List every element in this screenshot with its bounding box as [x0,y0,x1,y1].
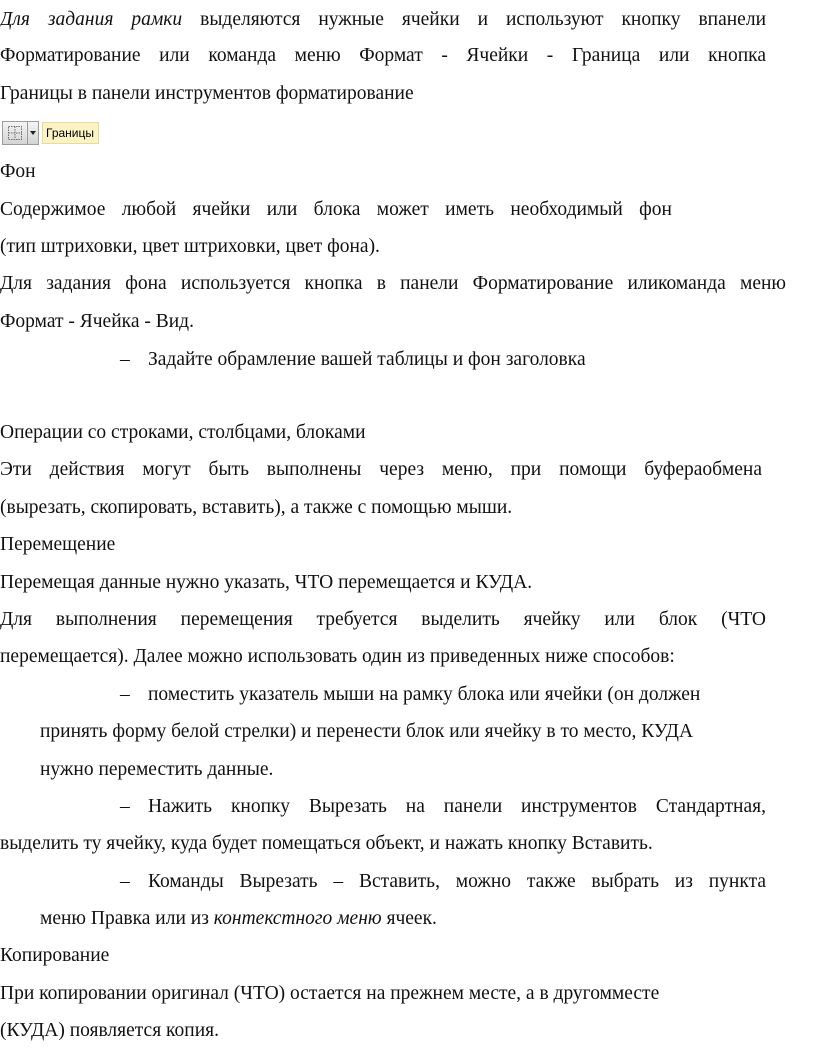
move-heading: Перемещение [0,534,116,555]
move-method-3-dash: – [120,871,130,892]
background-paragraph-line-4: Формат - Ячейка - Вид. [0,311,194,332]
borders-paragraph-line-2: Форматирование или команда меню Формат - Ячейки - Граница или кнопка [0,45,766,66]
task-dash: – [120,349,130,370]
copy-heading: Копирование [0,945,110,966]
move-paragraph-line-2: Для выполнения перемещения требуется выделить ячейку или блок (ЧТО [0,609,766,630]
background-heading: Фон [0,161,36,182]
move-method-1-text: поместить указатель мыши на рамку блока или ячейки (он должен [148,684,701,705]
move-paragraph-line-3: перемещается). Далее можно использовать один из приведенных ниже способов: [0,646,675,667]
borders-paragraph-line-3: Границы в панели инструментов форматирование [0,83,414,104]
operations-heading: Операции со строками, столбцами, блоками [0,422,366,443]
borders-italic-lead: Для задания рамки [0,9,183,30]
move-method-1-line-1 [120,683,766,707]
move-method-3-line-2 [40,907,766,931]
move-method-3-text: Команды Вырезать – Вставить, можно также выбрать из пункта [148,871,766,892]
move-method-3-text-end: ячеек. [381,908,437,929]
background-paragraph-line-3: Для задания фона используется кнопка в панели Форматирование иликоманда меню [0,273,786,294]
move-method-1-line-3: нужно переместить данные. [40,759,274,780]
background-paragraph-line-2: (тип штриховки, цвет штриховки, цвет фона). [0,236,380,257]
borders-paragraph-line-1 [0,8,766,32]
operations-paragraph-line-2: (вырезать, скопировать, вставить), а также с помощью мыши. [0,497,513,518]
copy-paragraph-line-1: При копировании оригинал (ЧТО) остается на прежнем месте, а в другомместе [0,983,660,1004]
context-menu-italic: контекстного меню [213,908,382,929]
operations-paragraph-line-1: Эти действия могут быть выполнены через меню, при помощи буфераобмена [0,459,762,480]
copy-paragraph-line-2: (КУДА) появляется копия. [0,1020,219,1041]
move-method-2-text: Нажить кнопку Вырезать на панели инструментов Стандартная, [148,796,766,817]
move-paragraph-line-1: Перемещая данные нужно указать, ЧТО перемещается и КУДА. [0,572,533,593]
background-paragraph-line-1: Содержимое любой ячейки или блока может иметь необходимый фон [0,199,672,220]
task-text: Задайте обрамление вашей таблицы и фон заголовка [148,349,586,370]
move-method-2-line-1 [120,795,766,819]
borders-tooltip-label: Границы [42,122,99,144]
move-method-3-line-1 [120,870,766,894]
borders-grid-icon[interactable] [2,121,28,145]
dropdown-arrow-icon[interactable] [28,121,39,145]
move-method-1-dash: – [120,684,130,705]
borders-line-1-text: выделяются нужные ячейки и используют кнопку впанели [182,9,767,30]
move-method-2-line-2: выделить ту ячейку, куда будет помещаться объект, и нажать кнопку Вставить. [0,833,653,854]
move-method-1-line-2: принять форму белой стрелки) и перенести блок или ячейку в то место, КУДА [40,721,694,742]
borders-toolbar-widget [2,120,99,146]
move-method-2-dash: – [120,796,130,817]
task-line [120,348,766,372]
move-method-3-text-start: меню Правка или из [40,908,214,929]
